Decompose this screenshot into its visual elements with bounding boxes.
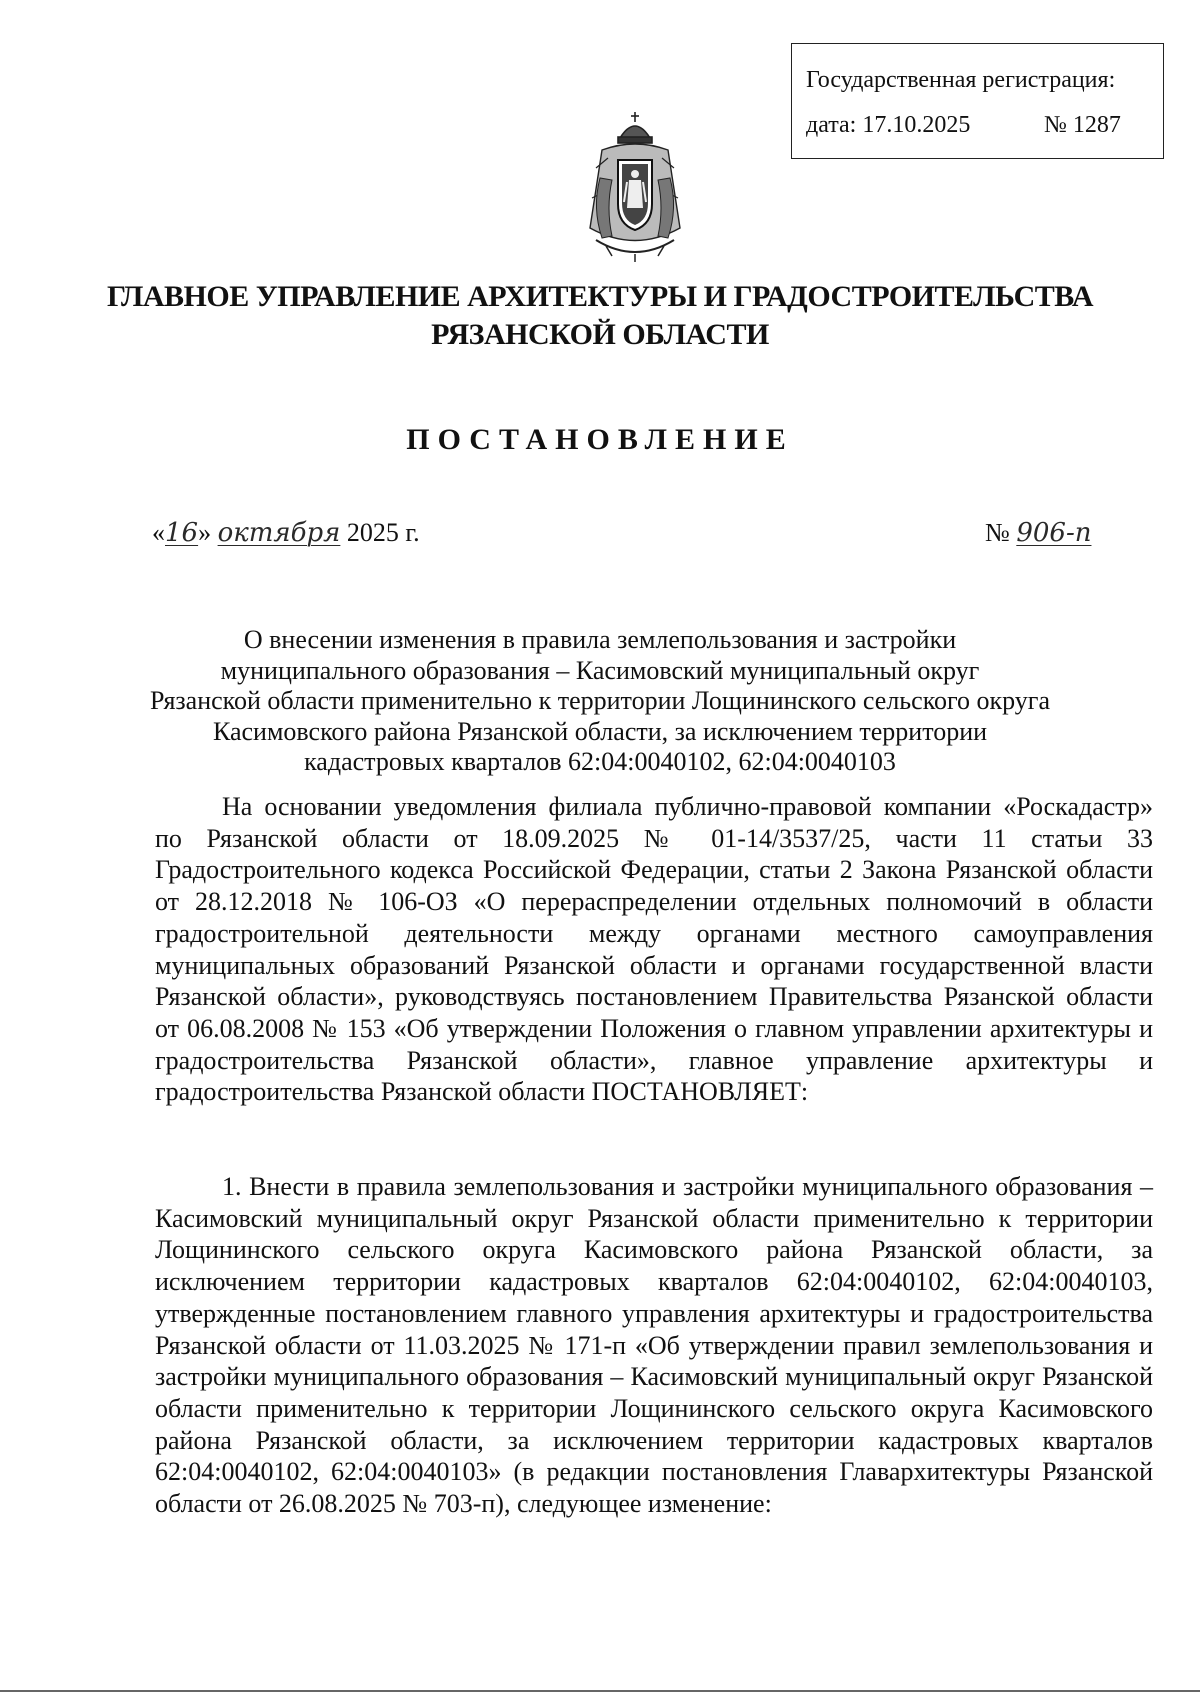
organization-name-line1: ГЛАВНОЕ УПРАВЛЕНИЕ АРХИТЕКТУРЫ И ГРАДОСТРОИТЕЛЬСТВА <box>106 280 1094 313</box>
subject-line: О внесении изменения в правила землепользования и застройки <box>243 625 957 654</box>
body-paragraph-item-1: 1. Внести в правила землепользования и застройки муниципального образования – Касимовский муниципальный округ Рязанской области применительно к территории Лощининского сельского округа Касимовского района Рязанской области, за исключением территории кадастровых кварталов 62:04:0040102, 62:04:0040103, утвержденные постановлением главного управления архитектуры и градостроительства Рязанской области от 11.03.2025 № 171-п «Об утверждении правил землепользования и застройки муниципального образования – Касимовский муниципальный округ Рязанской области применительно к территории Лощининского сельского округа Касимовского района Рязанской области, за исключением территории кадастровых кварталов 62:04:0040102, 62:04:0040103» (в редакции постановления Главархитектуры Рязанской области от 26.08.2025 № 703-п), следующее изменение: <box>155 1172 1153 1519</box>
subject-line: Рязанской области применительно к территории Лощининского сельского округа <box>149 686 1051 715</box>
registration-date: дата: 17.10.2025 <box>806 112 971 138</box>
coat-of-arms-icon <box>582 108 688 264</box>
date-close-quote: » <box>198 518 212 547</box>
body-paragraph-preamble: На основании уведомления филиала публично-правовой компании «Роскадастр» по Рязанской области от 18.09.2025 № 01-14/3537/25, части 11 статьи 33 Градостроительного кодекса Российской Федерации, статьи 2 Закона Рязанской области от 28.12.2018 № 106-ОЗ «О перераспределении отдельных полномочий в области градостроительной деятельности между органами местного самоуправления муниципальных образований Рязанской области и органами государственной власти Рязанской области», руководствуясь постановлением Правительства Рязанской области от 06.08.2008 № 153 «Об утверждении Положения о главном управлении архитектуры и градостроительства Рязанской области», главное управление архитектуры и градостроительства Рязанской области ПОСТАНОВЛЯЕТ: <box>155 792 1153 1107</box>
document-subject <box>100 625 1100 778</box>
date-month-handwritten: октября <box>217 518 341 548</box>
document-date <box>152 520 420 546</box>
document-type-title: ПОСТАНОВЛЕНИЕ <box>406 423 794 456</box>
date-year: 2025 г. <box>346 518 420 547</box>
subject-line: Касимовского района Рязанской области, за исключением территории <box>212 716 988 746</box>
registration-stamp <box>791 43 1164 159</box>
document-number <box>985 520 1091 546</box>
date-open-quote: « <box>152 518 165 547</box>
number-handwritten: 906-п <box>1016 518 1092 548</box>
number-prefix: № <box>985 518 1010 547</box>
organization-name-line2: РЯЗАНСКОЙ ОБЛАСТИ <box>431 318 769 351</box>
registration-title: Государственная регистрация: <box>806 67 1116 93</box>
page-edge-divider <box>0 1690 1200 1692</box>
date-day-handwritten: 16 <box>165 518 199 548</box>
subject-line: муниципального образования – Касимовский муниципальный округ <box>220 655 980 685</box>
subject-line: кадастровых кварталов 62:04:0040102, 62:04:0040103 <box>304 747 896 776</box>
registration-number: № 1287 <box>1044 112 1121 138</box>
